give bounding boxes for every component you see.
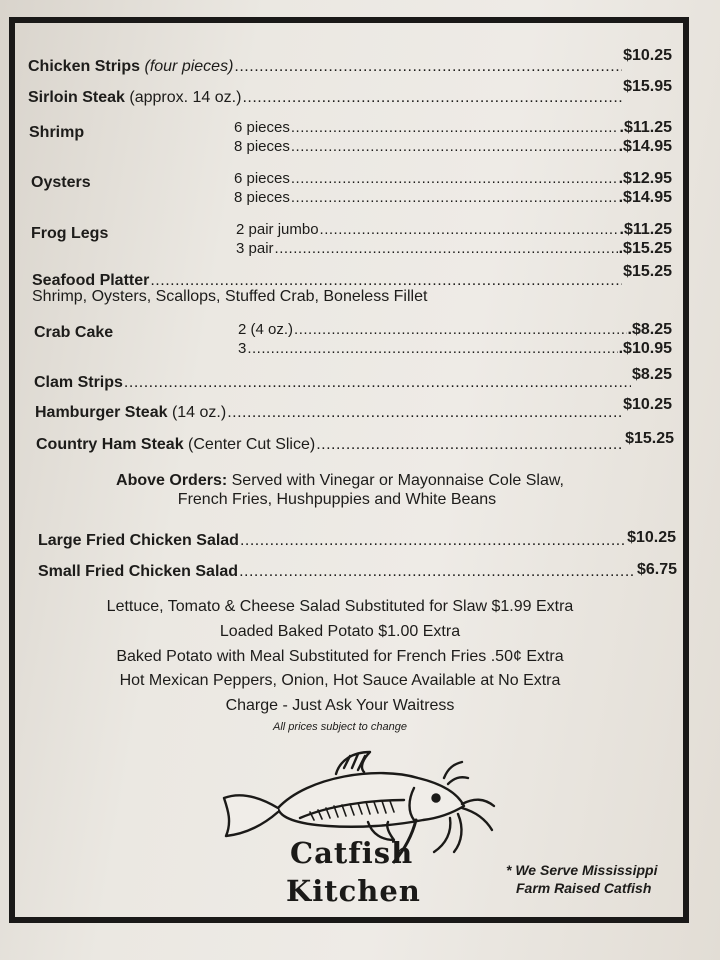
above-orders-label: Above Orders: bbox=[116, 472, 228, 489]
option-price: .$11.25 bbox=[619, 221, 672, 238]
item-name-crab-cake: Crab Cake bbox=[34, 324, 114, 341]
option-price: .$12.95 bbox=[618, 170, 672, 187]
logo-text-catfish: Catfish bbox=[290, 836, 414, 870]
option-row bbox=[234, 138, 672, 157]
item-name: Country Ham Steak bbox=[36, 436, 184, 453]
item-name: Hamburger Steak bbox=[35, 404, 168, 421]
option-row bbox=[234, 170, 672, 189]
above-orders-text: Served with Vinegar or Mayonnaise Cole Slaw, bbox=[231, 472, 564, 489]
dot-leader bbox=[294, 321, 626, 338]
menu-item-country-ham-steak bbox=[36, 430, 674, 456]
item-detail: (Center Cut Slice) bbox=[188, 436, 316, 453]
item-price: $6.75 bbox=[636, 561, 677, 578]
menu-item-large-salad bbox=[38, 529, 676, 552]
dot-leader bbox=[316, 436, 624, 454]
option-row bbox=[234, 119, 672, 138]
item-name: Seafood Platter bbox=[32, 272, 150, 289]
dot-leader bbox=[320, 221, 619, 238]
option-row bbox=[236, 240, 672, 259]
extra-line-3: Baked Potato with Meal Substituted for French Fries .50¢ Extra bbox=[116, 648, 564, 665]
seafood-platter-description: Shrimp, Oysters, Scallops, Stuffed Crab, Boneless Fillet bbox=[32, 288, 428, 305]
item-name: Chicken Strips bbox=[28, 58, 141, 75]
item-name: Clam Strips bbox=[34, 374, 123, 391]
item-name-shrimp: Shrimp bbox=[29, 124, 85, 141]
menu-item-small-salad bbox=[38, 563, 677, 583]
item-name-frog-legs: Frog Legs bbox=[31, 225, 109, 242]
dot-leader bbox=[227, 404, 622, 422]
dot-leader bbox=[275, 240, 618, 257]
menu-item-clam-strips bbox=[34, 366, 672, 394]
above-orders-line-1 bbox=[0, 472, 680, 490]
logo-text-kitchen: Kitchen bbox=[286, 874, 421, 908]
extra-line-5: Charge - Just Ask Your Waitress bbox=[225, 697, 455, 714]
option-qty: 3 pair bbox=[236, 240, 274, 257]
item-price: $10.25 bbox=[623, 396, 672, 413]
dot-leader bbox=[291, 119, 619, 136]
option-qty: 2 (4 oz.) bbox=[238, 321, 294, 338]
dot-leader bbox=[247, 340, 617, 357]
item-price: $8.25 bbox=[631, 366, 672, 383]
item-name: Small Fried Chicken Salad bbox=[38, 563, 239, 580]
option-price: .$10.95 bbox=[618, 340, 672, 357]
option-row bbox=[236, 221, 672, 240]
item-price: $15.25 bbox=[623, 263, 672, 280]
option-row bbox=[234, 189, 672, 208]
dot-leader bbox=[234, 58, 622, 76]
option-price: .$11.25 bbox=[619, 119, 672, 136]
item-detail: (14 oz.) bbox=[171, 404, 227, 421]
option-price: .$14.95 bbox=[618, 189, 672, 206]
item-name: Sirloin Steak bbox=[28, 89, 125, 106]
extra-line-4: Hot Mexican Peppers, Onion, Hot Sauce Available at No Extra bbox=[119, 672, 561, 689]
option-qty: 8 pieces bbox=[234, 138, 290, 155]
menu-item-hamburger-steak bbox=[35, 396, 672, 424]
dot-leader bbox=[291, 189, 618, 206]
menu-item-sirloin-steak bbox=[28, 78, 672, 109]
item-price: $15.95 bbox=[623, 78, 672, 95]
dot-leader bbox=[240, 532, 626, 550]
item-price: $10.25 bbox=[623, 47, 672, 64]
footnote-line-1: * We Serve Mississippi bbox=[506, 862, 658, 878]
above-orders-line-2: French Fries, Hushpuppies and White Beans bbox=[177, 491, 497, 508]
extra-line-1: Lettuce, Tomato & Cheese Salad Substituted for Slaw $1.99 Extra bbox=[106, 598, 574, 615]
dot-leader bbox=[242, 89, 622, 107]
option-qty: 3 bbox=[238, 340, 247, 357]
item-detail: (approx. 14 oz.) bbox=[129, 89, 242, 106]
option-qty: 6 pieces bbox=[234, 170, 290, 187]
option-row bbox=[238, 321, 672, 340]
item-price: $15.25 bbox=[625, 430, 674, 447]
option-qty: 2 pair jumbo bbox=[236, 221, 319, 238]
price-change-note: All prices subject to change bbox=[273, 721, 407, 733]
menu-item-chicken-strips bbox=[28, 47, 672, 78]
footnote-line-2: Farm Raised Catfish bbox=[516, 880, 652, 896]
option-qty: 6 pieces bbox=[234, 119, 290, 136]
option-price: .$8.25 bbox=[627, 321, 672, 338]
item-name: Large Fried Chicken Salad bbox=[38, 532, 239, 549]
item-detail: (four pieces) bbox=[144, 58, 234, 75]
dot-leader bbox=[239, 563, 636, 581]
item-price: $10.25 bbox=[627, 529, 676, 546]
dot-leader bbox=[124, 374, 631, 392]
item-name-oysters: Oysters bbox=[31, 174, 91, 191]
dot-leader bbox=[291, 170, 618, 187]
option-row bbox=[238, 340, 672, 359]
option-price: .$15.25 bbox=[618, 240, 672, 257]
option-qty: 8 pieces bbox=[234, 189, 290, 206]
option-price: .$14.95 bbox=[618, 138, 672, 155]
dot-leader bbox=[291, 138, 618, 155]
extra-line-2: Loaded Baked Potato $1.00 Extra bbox=[219, 623, 461, 640]
